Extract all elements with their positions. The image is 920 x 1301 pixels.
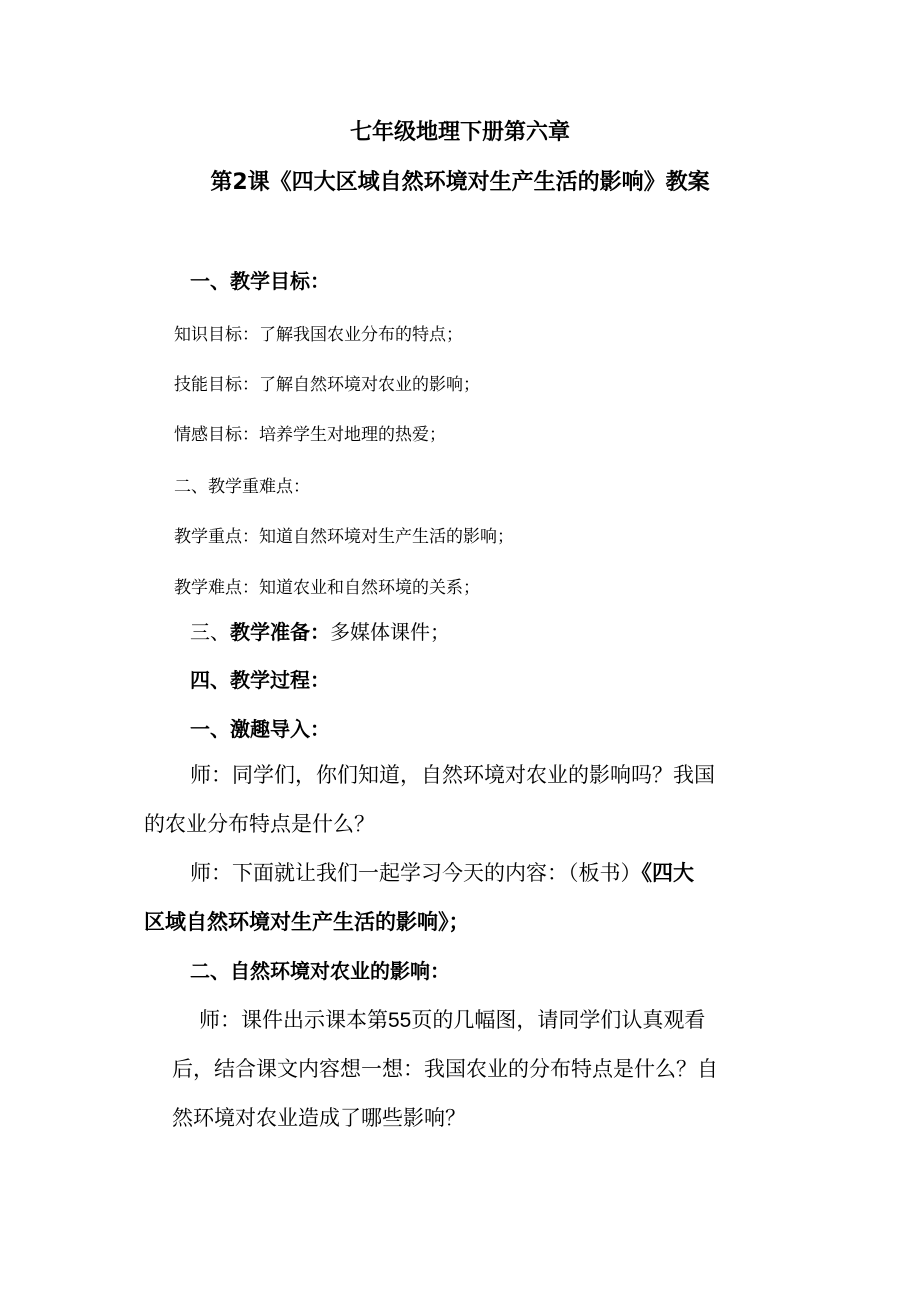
impact-paragraph-part-a: 师：课件出示课本第 xyxy=(199,1008,388,1032)
intro-paragraph-2-line-1 xyxy=(190,863,694,884)
intro-paragraph-1-line-2: 的农业分布特点是什么？ xyxy=(144,812,375,836)
impact-paragraph-line-2: 后，结合课文内容想一想：我国农业的分布特点是什么？自 xyxy=(172,1057,718,1081)
impact-paragraph-line-3: 然环境对农业造成了哪些影响？ xyxy=(172,1106,466,1130)
emotion-objective: 情感目标：培养学生对地理的热爱； xyxy=(174,425,446,445)
skill-objective: 技能目标：了解自然环境对农业的影响； xyxy=(174,375,480,395)
document-title: 七年级地理下册第六章 xyxy=(349,120,570,145)
intro-heading: 一、激趣导入： xyxy=(190,717,330,741)
key-points-heading: 二、教学重难点： xyxy=(174,477,310,497)
preparation-label: 教学准备： xyxy=(230,620,330,644)
objectives-heading: 一、教学目标： xyxy=(190,269,330,293)
preparation-value: 多媒体课件； xyxy=(330,620,450,644)
impact-paragraph-line-1 xyxy=(199,1010,705,1031)
knowledge-objective: 知识目标：了解我国农业分布的特点； xyxy=(174,325,463,345)
impact-paragraph-part-b: 页的几幅图，请同学们认真观看 xyxy=(411,1008,706,1032)
difficult-point: 教学难点：知道农业和自然环境的关系； xyxy=(174,578,480,598)
page-number-value: 55 xyxy=(388,1009,412,1032)
intro-paragraph-2-bold-start: 《四大 xyxy=(641,861,694,885)
preparation-line xyxy=(190,622,450,642)
intro-paragraph-1-line-1: 师：同学们，你们知道，自然环境对农业的影响吗？我国 xyxy=(190,763,715,787)
key-point: 教学重点：知道自然环境对生产生活的影响； xyxy=(174,527,514,547)
intro-paragraph-2-line-2: 区域自然环境对生产生活的影响》； xyxy=(144,910,470,934)
preparation-prefix: 三、 xyxy=(190,620,230,644)
intro-paragraph-2-text: 师：下面就让我们一起学习今天的内容：（板书） xyxy=(190,861,642,885)
document-subtitle: 第2课《四大区域自然环境对生产生活的影响》教案 xyxy=(210,170,710,195)
process-heading: 四、教学过程： xyxy=(190,668,330,692)
impact-heading: 二、自然环境对农业的影响： xyxy=(190,959,450,983)
